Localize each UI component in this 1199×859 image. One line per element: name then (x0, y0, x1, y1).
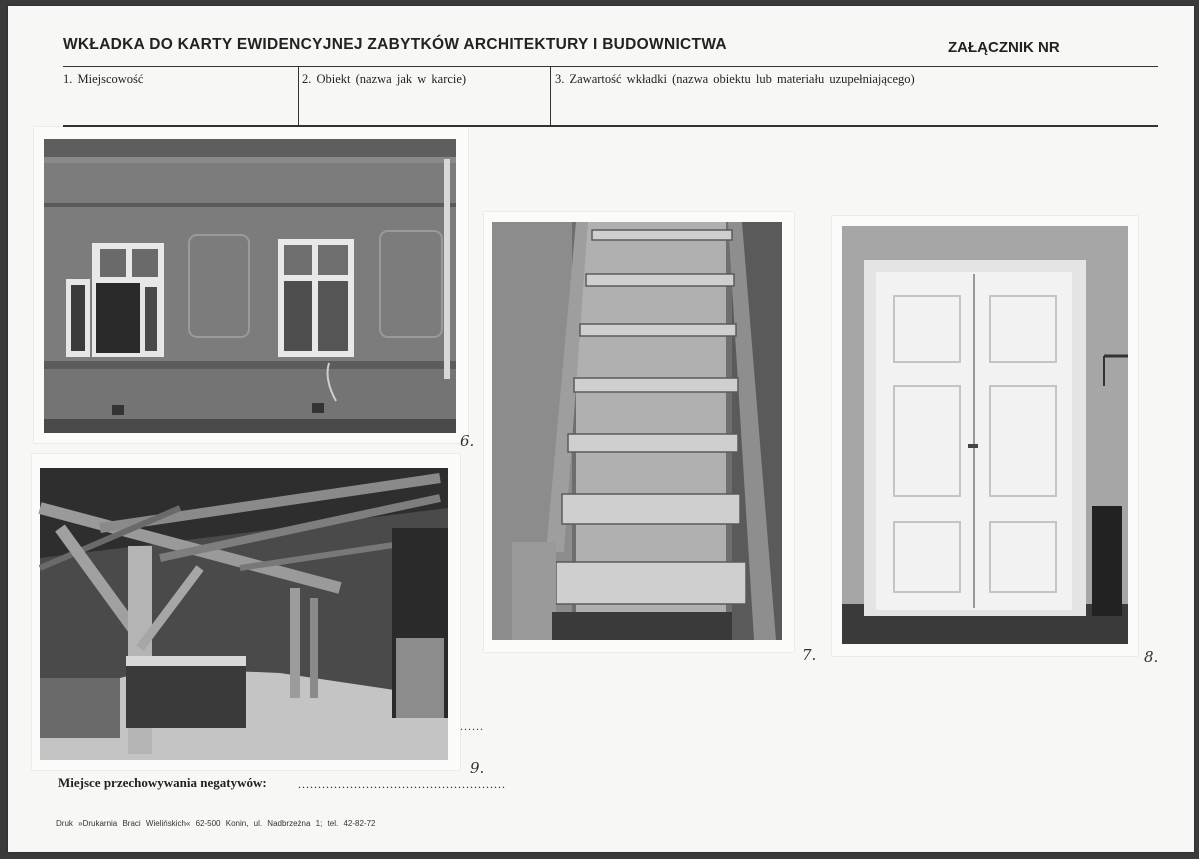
field-divider (298, 67, 299, 125)
storage-dots: .................................................... (298, 777, 506, 791)
photo-number: 8. (1144, 648, 1159, 666)
sheet-title: WKŁADKA DO KARTY EWIDENCYJNEJ ZABYTKÓW ARCHITEKTURY I BUDOWNICTWA (63, 36, 727, 53)
field-object-label: 2. Obiekt (nazwa jak w karcie) (302, 72, 467, 86)
staircase-image (492, 222, 782, 640)
separator-dots: ...... (460, 719, 484, 733)
photo-attic (32, 454, 485, 777)
storage-label: Miejsce przechowywania negatywów: (58, 775, 267, 790)
photo-facade (34, 127, 475, 450)
photo-number: 9. (470, 759, 485, 777)
printer-imprint: Druk »Drukarnia Braci Wielińskich« 62-500 Konin, ul. Nadbrzeżna 1; tel. 42-82-72 (56, 819, 376, 828)
door-image (842, 226, 1128, 644)
record-sheet (8, 6, 1194, 852)
annex-label: ZAŁĄCZNIK NR (948, 39, 1060, 56)
field-divider (550, 67, 551, 125)
photo-number: 6. (460, 432, 475, 450)
field-place-label: 1. Miejscowość (63, 72, 144, 86)
photo-number: 7. (802, 646, 817, 664)
photo-door (832, 216, 1159, 666)
field-contents-label: 3. Zawartość wkładki (nazwa obiektu lub materiału uzupełniającego) (555, 72, 915, 86)
facade-image (44, 139, 456, 433)
header-rule-top (63, 66, 1158, 67)
photo-staircase (484, 212, 817, 664)
attic-image (40, 468, 448, 760)
